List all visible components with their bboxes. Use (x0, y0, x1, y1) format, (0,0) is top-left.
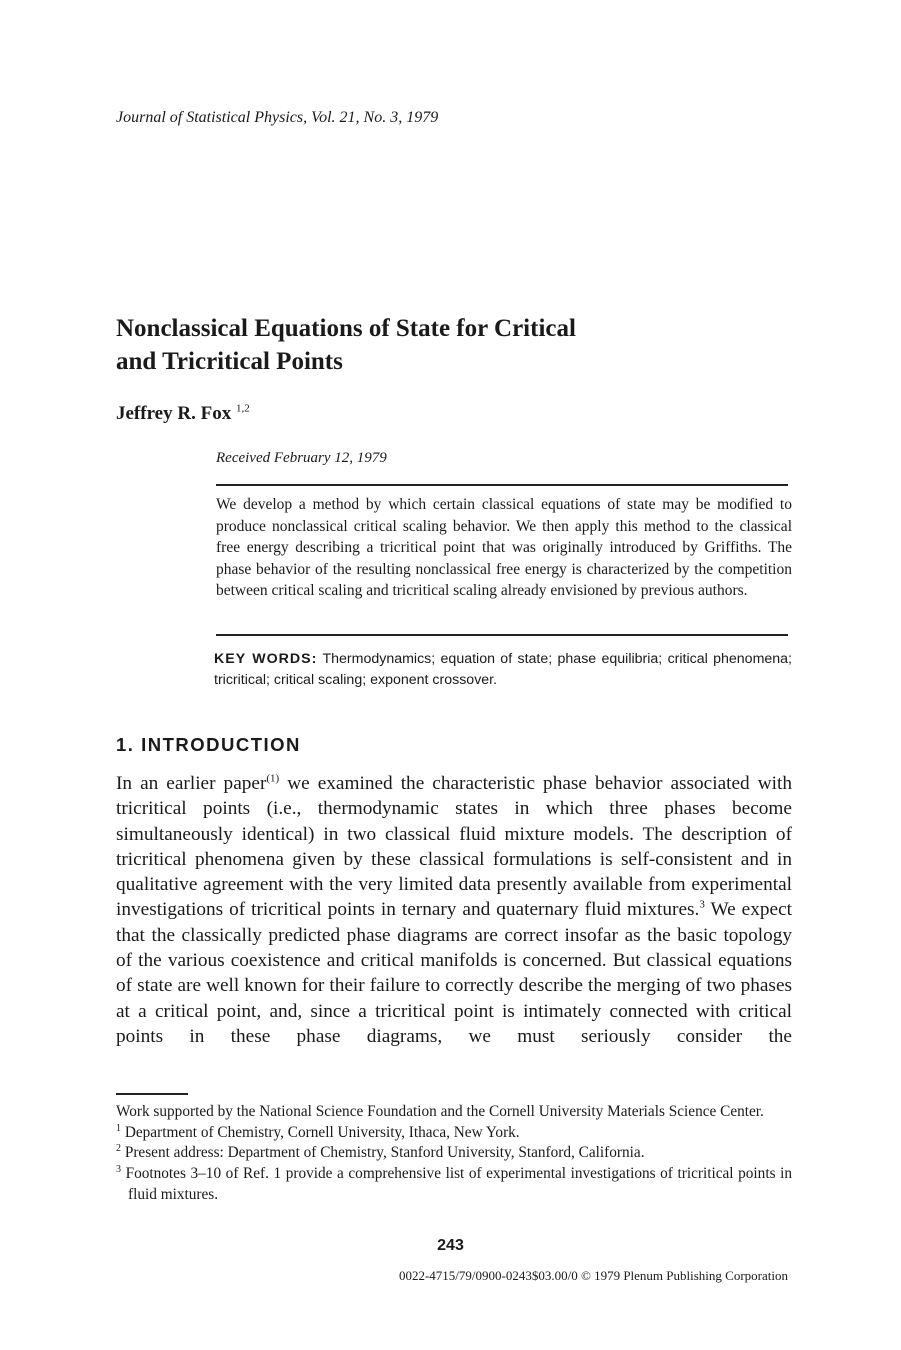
section-heading: 1. INTRODUCTION (116, 734, 301, 755)
footnote-1 (116, 1123, 792, 1144)
footnote-1-mark: 1 (116, 1122, 121, 1134)
abstract: We develop a method by which certain classical equations of state may be modified to produce nonclassical critical scaling behavior. We then apply this method to the classical free energy describing a tricritical point that was originally introduced by Griffiths. The phase behavior of the resulting nonclassical free energy is characterized by the competition between critical scaling and tricritical scaling already envisioned by previous authors. (216, 496, 792, 599)
footnote-3-mark: 3 (116, 1164, 121, 1176)
footnote-2-text: Present address: Department of Chemistry, Stanford University, Stanford, California. (121, 1144, 645, 1162)
author-affiliation-marks: 1,2 (235, 402, 250, 415)
abstract-top-rule (216, 484, 788, 486)
footnote-3 (116, 1164, 792, 1205)
footnote-1-text: Department of Chemistry, Cornell University, Ithaca, New York. (121, 1123, 520, 1141)
footnote-support: Work supported by the National Science Foundation and the Cornell University Materials Science Center. (116, 1103, 764, 1120)
title-line-2: and Tricritical Points (116, 348, 343, 375)
author-line (116, 403, 250, 425)
paragraph-text-2: we examined the characteristic phase behavior associated with tricritical points (i.e., thermodynamic states in which three phases become simultaneously identical) in two classical fluid mixture models. The description of tricritical phenomena given by these classical formulations is self-consistent and in qualitative agreement with the very limited data presently available from experimental investigations of tricritical points in ternary and quaternary fluid mixtures. (116, 773, 792, 921)
footnote-2-mark: 2 (116, 1143, 121, 1155)
page-number: 243 (437, 1237, 464, 1254)
author-name: Jeffrey R. Fox (116, 403, 232, 424)
footnotes (116, 1102, 792, 1206)
footnote-2 (116, 1143, 792, 1164)
introduction-paragraph (116, 771, 792, 1049)
title-line-1: Nonclassical Equations of State for Critical (116, 315, 576, 342)
paragraph-text-1: In an earlier paper (116, 773, 267, 794)
received-date: Received February 12, 1979 (216, 450, 387, 466)
paragraph-text-3: We expect that the classically predicted phase diagrams are correct insofar as the basic topology of the various coexistence and critical manifolds is concerned. But classical equations of state are well known for their failure to correctly describe the merging of two phases at a critical point, and, since a tricritical point is intimately connected with critical points in these phase diagrams, we must seriously consider the (116, 899, 792, 1047)
keywords-list: Thermodynamics; equation of state; phase equilibria; critical phenomena; tricritical; critical scaling; exponent crossover. (214, 651, 792, 688)
journal-citation: Journal of Statistical Physics, Vol. 21, No. 3, 1979 (116, 109, 439, 126)
keywords-label: KEY WORDS: (214, 651, 318, 667)
footnote-ref-3: 3 (699, 899, 705, 912)
keywords (214, 649, 792, 691)
footnote-rule (116, 1093, 188, 1095)
article-title (116, 312, 736, 378)
abstract-bottom-rule (216, 634, 788, 636)
citation-ref-1: (1) (266, 772, 280, 785)
copyright-line: 0022-4715/79/0900-0243$03.00/0 © 1979 Plenum Publishing Corporation (398, 1268, 788, 1283)
footnote-3-text: Footnotes 3–10 of Ref. 1 provide a comprehensive list of experimental investigations of tricritical points in fluid mixtures. (121, 1165, 792, 1203)
